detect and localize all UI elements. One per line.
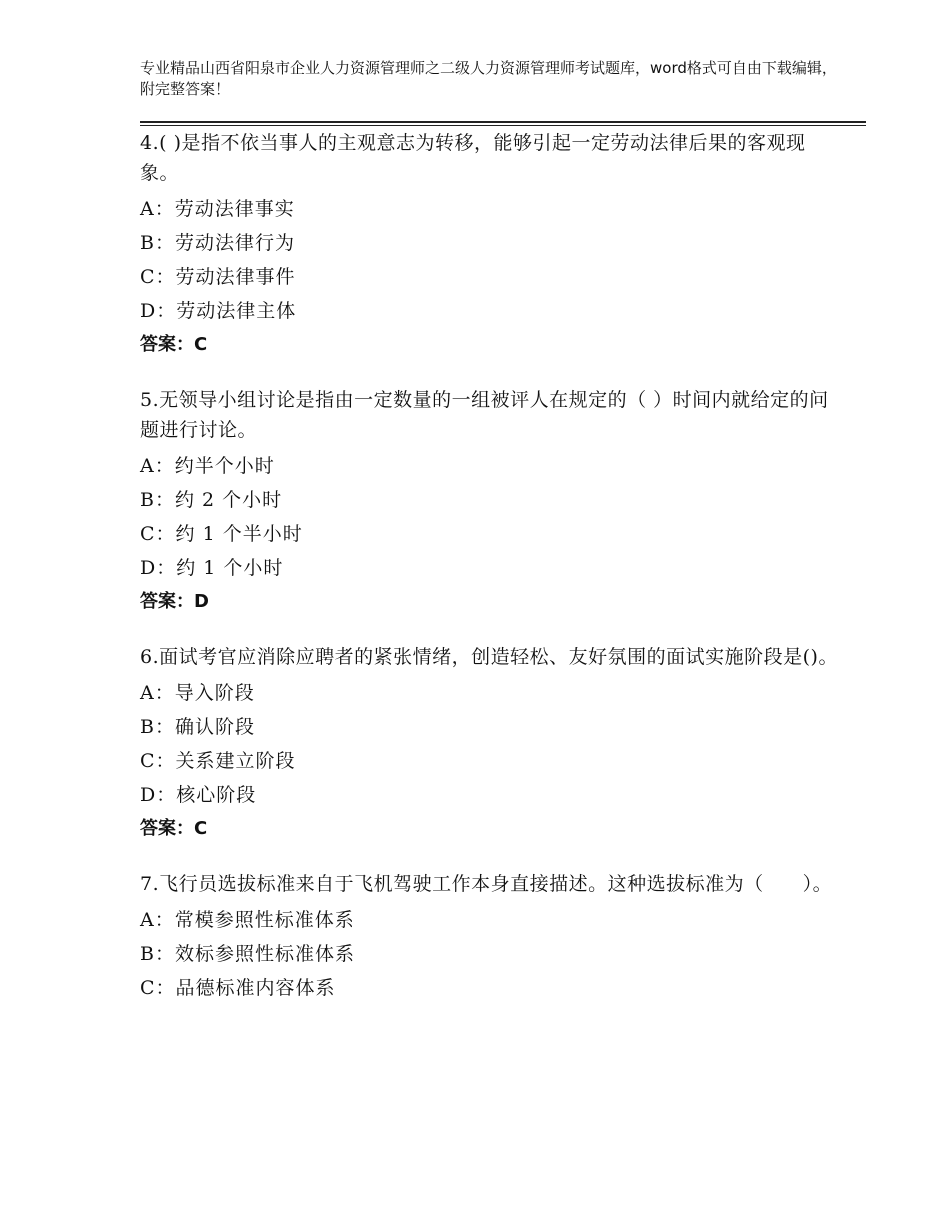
- option-b: B：约 2 个小时: [140, 489, 283, 511]
- answer-label: 答案：: [140, 591, 194, 612]
- option-a: A：常模参照性标准体系: [140, 909, 355, 931]
- option-b: B：效标参照性标准体系: [140, 943, 355, 965]
- option-c: C：劳动法律事件: [140, 266, 296, 288]
- answer-value: C: [194, 334, 208, 355]
- answer-value: C: [194, 818, 208, 839]
- question-list: [140, 128, 840, 1028]
- question-stem: 5.无领导小组讨论是指由一定数量的一组被评人在规定的（ ）时间内就给定的问题进行讨论。: [140, 389, 829, 441]
- answer-label: 答案：: [140, 818, 194, 839]
- answer-label: 答案：: [140, 334, 194, 355]
- question-7: [140, 869, 840, 1005]
- answer-line: [140, 585, 840, 619]
- question-stem: 6.面试考官应消除应聘者的紧张情绪，创造轻松、友好氛围的面试实施阶段是()。: [140, 646, 838, 668]
- answer-line: [140, 328, 840, 362]
- answer-line: [140, 812, 840, 846]
- document-header: 专业精品山西省阳泉市企业人力资源管理师之二级人力资源管理师考试题库，word格式可自由下载编辑，附完整答案！: [140, 59, 837, 98]
- option-b: B：确认阶段: [140, 716, 255, 738]
- option-a: A：导入阶段: [140, 682, 255, 704]
- question-stem: 7.飞行员选拔标准来自于飞机驾驶工作本身直接描述。这种选拔标准为（ ）。: [140, 873, 833, 895]
- question-stem: 4.( )是指不依当事人的主观意志为转移，能够引起一定劳动法律后果的客观现象。: [140, 132, 806, 184]
- question-6: [140, 642, 840, 846]
- header-divider: [140, 121, 866, 126]
- option-a: A：约半个小时: [140, 455, 275, 477]
- option-d: D：核心阶段: [140, 784, 257, 806]
- option-b: B：劳动法律行为: [140, 232, 295, 254]
- option-d: D：约 1 个小时: [140, 557, 284, 579]
- option-d: D：劳动法律主体: [140, 300, 297, 322]
- option-c: C：关系建立阶段: [140, 750, 296, 772]
- option-c: C：约 1 个半小时: [140, 523, 303, 545]
- option-a: A：劳动法律事实: [140, 198, 295, 220]
- answer-value: D: [194, 591, 209, 612]
- option-c: C：品德标准内容体系: [140, 977, 336, 999]
- question-5: [140, 385, 840, 619]
- question-4: [140, 128, 840, 362]
